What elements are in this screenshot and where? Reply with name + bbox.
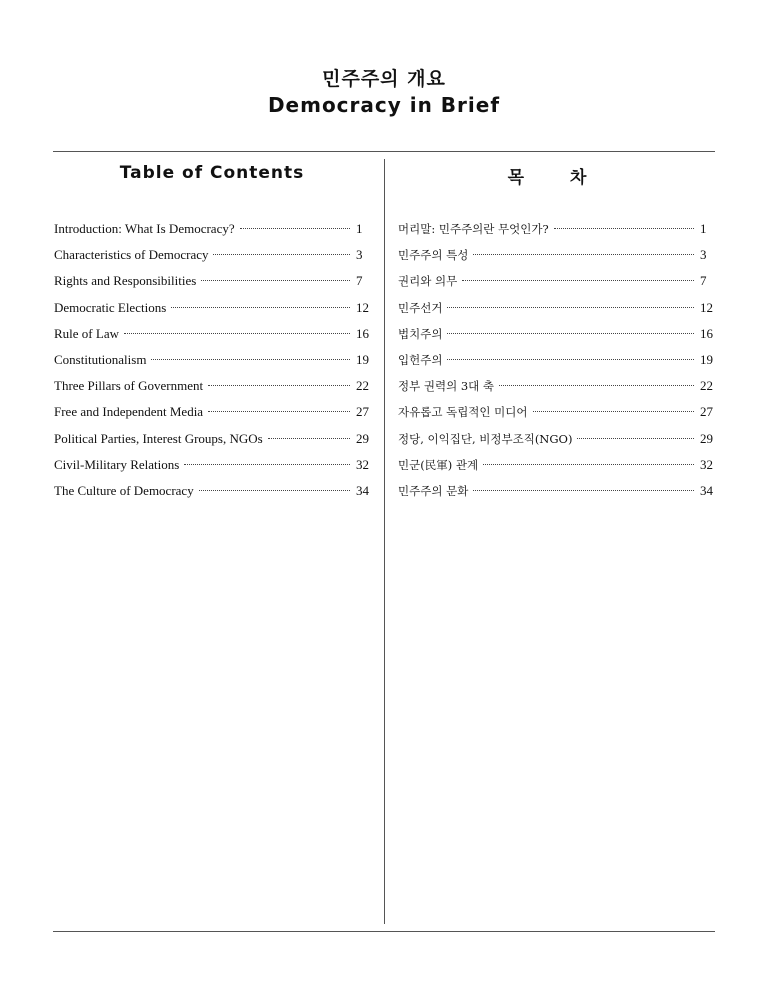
toc-entry-page: 29	[356, 430, 369, 446]
dot-leader	[184, 464, 350, 465]
toc-entry-label: Democratic Elections	[54, 299, 167, 315]
dot-leader	[240, 228, 350, 229]
toc-entry-page: 3	[700, 247, 707, 263]
dot-leader	[473, 254, 694, 255]
toc-entry-label: 자유롭고 독립적인 미디어	[398, 405, 528, 420]
toc-entry-page: 19	[356, 351, 369, 367]
dot-leader	[171, 307, 350, 308]
toc-entry[interactable]	[398, 426, 716, 452]
toc-entry-page: 32	[356, 456, 369, 472]
dot-leader	[447, 333, 694, 334]
toc-entry-label: 입헌주의	[398, 352, 443, 367]
toc-entry-page: 27	[356, 404, 369, 420]
toc-entry[interactable]	[54, 295, 372, 321]
toc-entry-label: 정부 권력의 3대 축	[398, 379, 495, 394]
toc-entry-label: 정당, 이익집단, 비정부조직(NGO)	[398, 431, 573, 446]
toc-entry-page: 19	[700, 351, 713, 367]
dot-leader	[447, 307, 694, 308]
dot-leader	[124, 333, 350, 334]
toc-entry-page: 12	[700, 299, 713, 315]
toc-entry-page: 12	[356, 299, 369, 315]
dot-leader	[151, 359, 350, 360]
toc-entry-label: 머리말: 민주주의란 무엇인가?	[398, 222, 549, 236]
toc-list-english	[54, 216, 372, 504]
toc-entry-page: 32	[700, 456, 713, 472]
title-korean: 민주주의 개요	[322, 68, 446, 90]
toc-entry[interactable]	[398, 399, 716, 425]
dot-leader	[499, 385, 694, 386]
toc-entry[interactable]	[398, 295, 716, 321]
toc-entry-label: Introduction: What Is Democracy?	[54, 221, 235, 236]
toc-heading-english: Table of Contents	[119, 163, 305, 183]
toc-entry-label: 민주선거	[398, 300, 443, 315]
toc-entry[interactable]	[398, 216, 716, 242]
dot-leader	[213, 254, 350, 255]
dot-leader	[268, 438, 350, 439]
dot-leader	[577, 438, 694, 439]
dot-leader	[554, 228, 694, 229]
toc-entry[interactable]	[54, 347, 372, 373]
toc-entry[interactable]	[398, 242, 716, 268]
toc-entry[interactable]	[398, 373, 716, 399]
toc-entry[interactable]	[398, 321, 716, 347]
toc-entry-page: 1	[700, 221, 707, 236]
dot-leader	[208, 411, 350, 412]
toc-entry[interactable]	[54, 268, 372, 294]
toc-entry-label: Three Pillars of Government	[54, 378, 204, 394]
toc-entry-page: 16	[700, 325, 713, 341]
toc-entry-page: 34	[700, 482, 713, 498]
toc-entry[interactable]	[54, 373, 372, 399]
toc-entry-label: 법치주의	[398, 326, 443, 341]
toc-entry-label: 권리와 의무	[398, 274, 458, 289]
toc-entry-page: 1	[356, 221, 363, 236]
toc-entry-label: Characteristics of Democracy	[54, 247, 209, 263]
toc-entry-label: 민주주의 문화	[398, 483, 469, 498]
toc-entry[interactable]	[54, 478, 372, 504]
toc-entry[interactable]	[54, 426, 372, 452]
dot-leader	[208, 385, 350, 386]
dot-leader	[483, 464, 694, 465]
dot-leader	[473, 490, 694, 491]
dot-leader	[447, 359, 694, 360]
toc-entry-page: 3	[356, 247, 363, 263]
toc-entry-page: 7	[700, 273, 707, 289]
toc-entry-page: 22	[700, 378, 713, 394]
column-divider	[384, 159, 385, 924]
toc-entry[interactable]	[54, 452, 372, 478]
toc-entry[interactable]	[54, 216, 372, 242]
toc-entry-label: 민주주의 특성	[398, 248, 469, 263]
toc-heading-korean: 목 차	[507, 168, 607, 188]
toc-entry-page: 22	[356, 378, 369, 394]
toc-entry-label: Rule of Law	[54, 325, 119, 341]
title-english: Democracy in Brief	[267, 93, 501, 117]
toc-entry-label: Civil-Military Relations	[54, 456, 180, 472]
toc-entry-page: 27	[700, 404, 713, 420]
toc-entry-page: 7	[356, 273, 363, 289]
toc-entry[interactable]	[398, 478, 716, 504]
toc-entry-label: Political Parties, Interest Groups, NGOs	[54, 430, 263, 446]
toc-entry[interactable]	[54, 242, 372, 268]
toc-entry[interactable]	[398, 452, 716, 478]
toc-entry[interactable]	[54, 321, 372, 347]
bottom-rule	[53, 931, 715, 932]
toc-entry[interactable]	[398, 268, 716, 294]
toc-entry[interactable]	[54, 399, 372, 425]
dot-leader	[462, 280, 694, 281]
dot-leader	[533, 411, 694, 412]
toc-entry[interactable]	[398, 347, 716, 373]
toc-entry-label: 민군(民軍) 관계	[398, 457, 479, 472]
toc-list-korean	[398, 216, 716, 504]
toc-entry-label: The Culture of Democracy	[54, 482, 194, 498]
toc-entry-page: 29	[700, 430, 713, 446]
toc-entry-label: Rights and Responsibilities	[54, 273, 197, 289]
top-rule	[53, 151, 715, 152]
dot-leader	[199, 490, 350, 491]
dot-leader	[201, 280, 350, 281]
toc-entry-label: Constitutionalism	[54, 351, 147, 367]
toc-entry-label: Free and Independent Media	[54, 404, 204, 420]
toc-entry-page: 16	[356, 325, 369, 341]
toc-entry-page: 34	[356, 482, 369, 498]
